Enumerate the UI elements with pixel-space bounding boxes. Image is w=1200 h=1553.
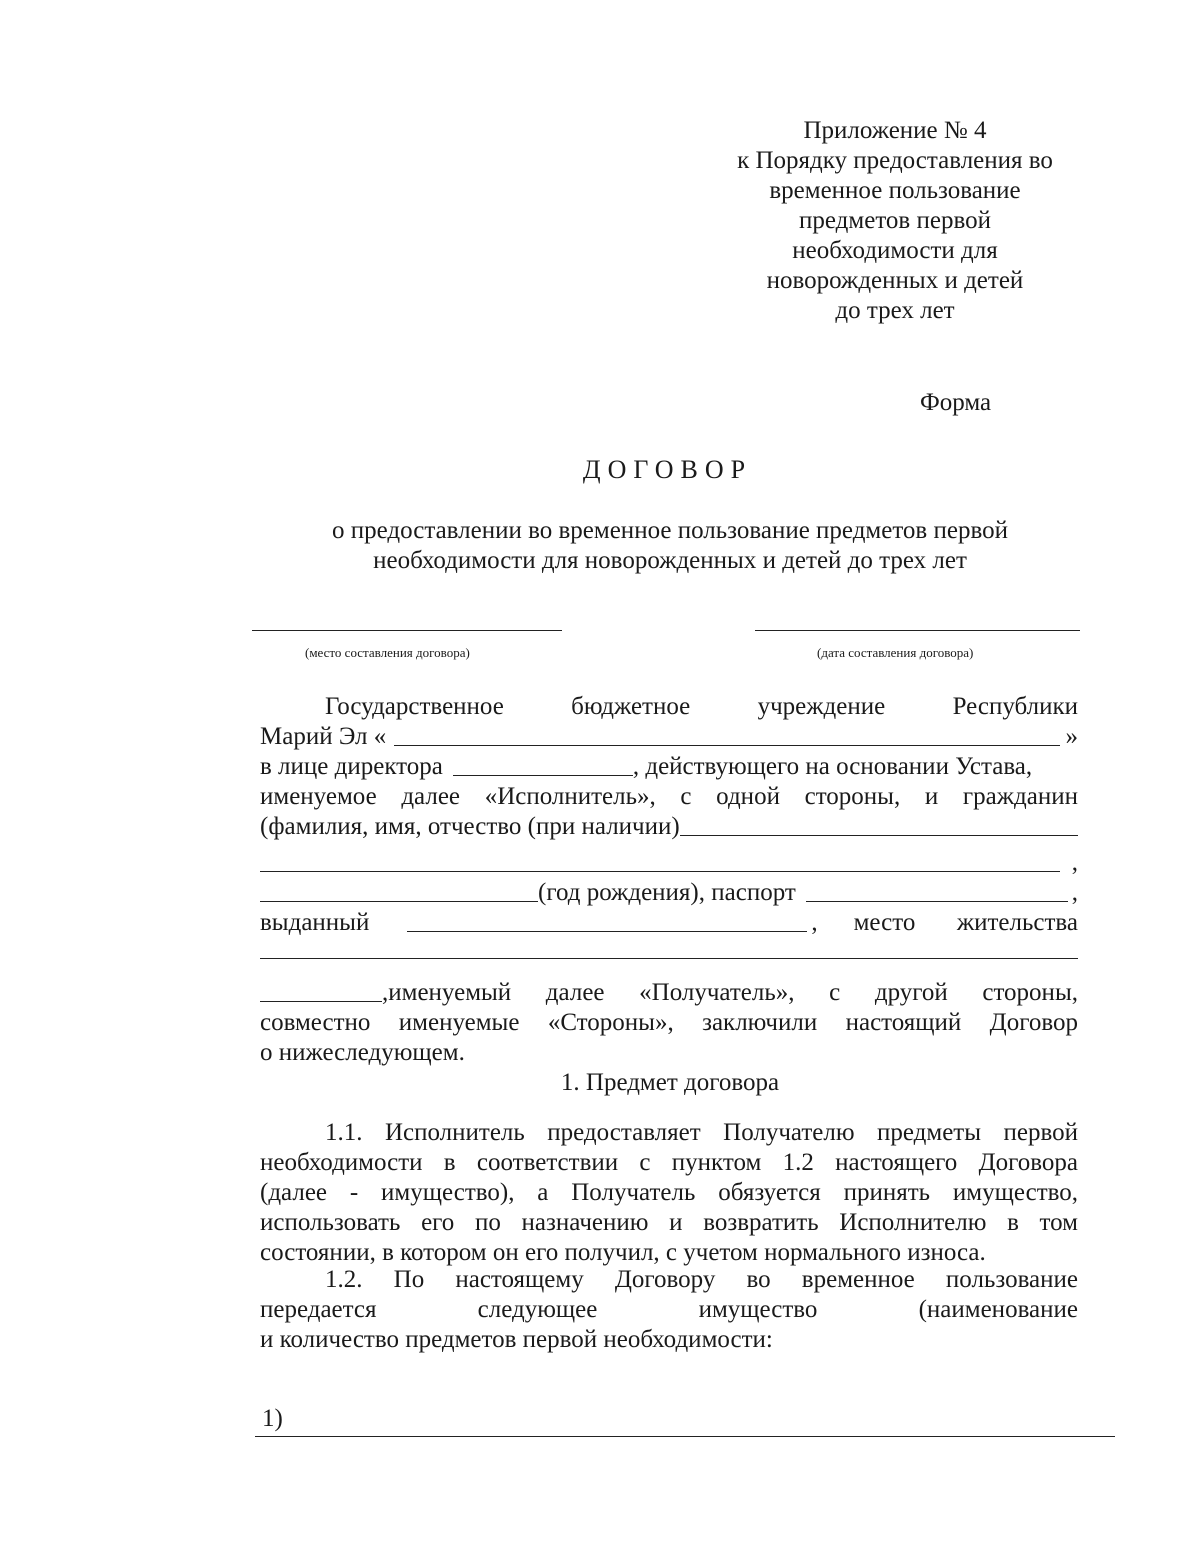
jointly-line: совместно именуемые «Стороны», заключили настоящий Договор <box>260 1009 1078 1036</box>
comma: , <box>1071 879 1078 906</box>
recipient-blank <box>260 1001 382 1002</box>
residence-label <box>818 908 1078 938</box>
subtitle-line-2: необходимости для новорожденных и детей до трех лет <box>373 547 967 574</box>
p11-line: использовать его по назначению и возвратить Исполнителю в том <box>260 1209 1078 1236</box>
director-blank <box>453 775 633 776</box>
subtitle-line-1: о предоставлении во временное пользование предметов первой <box>332 517 1008 544</box>
org-name-blank <box>394 745 1059 746</box>
appendix-line: Приложение № 4 <box>803 117 987 144</box>
birth-passport-line <box>260 878 1078 908</box>
place-blank <box>252 630 562 631</box>
item-1-label: 1) <box>262 1405 283 1432</box>
birth-blank <box>260 901 538 902</box>
org-word: Государственное <box>325 693 504 720</box>
subtitle <box>260 516 1080 576</box>
org-word: бюджетное <box>571 693 691 720</box>
appendix-line: до трех лет <box>835 297 955 324</box>
comma: , <box>811 909 818 936</box>
recipient-line <box>260 978 1078 1008</box>
p11-line: 1.1. Исполнитель предоставляет Получателю предметы первой <box>325 1119 1078 1146</box>
date-caption: (дата составления договора) <box>817 645 974 660</box>
director-suffix: , действующего на основании Устава, <box>632 753 1033 780</box>
comma: , <box>1071 849 1078 876</box>
p12-line: передается следующее имущество (наименование <box>260 1296 1078 1323</box>
p12-line: и количество предметов первой необходимости: <box>260 1326 773 1353</box>
appendix-block <box>700 116 1090 326</box>
party-paragraph <box>260 692 1078 1068</box>
fio-blank-2 <box>260 871 1060 872</box>
executor-line: именуемое далее «Исполнитель», с одной стороны, и гражданин <box>260 783 1078 810</box>
appendix-line: новорожденных и детей <box>766 267 1024 294</box>
appendix-line: необходимости для <box>792 237 998 264</box>
org-word: Республики <box>952 693 1078 720</box>
fio-continuation <box>260 848 1078 878</box>
place-caption: (место составления договора) <box>305 645 470 660</box>
fio-blank <box>680 835 1078 836</box>
org-name-line <box>260 722 1078 752</box>
marij-el-label: Марий Эл « <box>260 723 387 750</box>
section-1-heading: 1. Предмет договора <box>560 1069 780 1096</box>
p11-line: необходимости в соответствии с пунктом 1.2 настоящего Договора <box>260 1149 1078 1176</box>
date-blank <box>755 630 1080 631</box>
p12-line: 1.2. По настоящему Договору во временное пользование <box>325 1266 1078 1293</box>
p11-line: (далее - имущество), а Получатель обязуется принять имущество, <box>260 1179 1078 1206</box>
about-line: о нижеследующем. <box>260 1039 465 1066</box>
appendix-line: предметов первой <box>799 207 991 234</box>
residence-blank <box>260 958 1078 959</box>
org-line <box>260 692 1078 722</box>
director-label: в лице директора <box>260 753 443 780</box>
page-title: ДОГОВОР <box>582 455 753 484</box>
issued-label: выданный <box>260 909 370 936</box>
close-quote: » <box>1065 723 1078 750</box>
appendix-line: к Порядку предоставления во <box>737 147 1053 174</box>
issued-line <box>260 908 1078 938</box>
paragraph-1-2 <box>260 1265 1078 1355</box>
form-label: Форма <box>920 389 992 416</box>
item-1-blank <box>255 1436 1115 1437</box>
residence-word: место <box>853 909 916 936</box>
residence-word: жительства <box>956 909 1078 936</box>
recipient-text: ,именуемый далее «Получатель», с другой стороны, <box>382 979 1078 1006</box>
passport-blank <box>806 901 1068 902</box>
appendix-line: временное пользование <box>769 177 1021 204</box>
org-word: учреждение <box>757 693 886 720</box>
birth-year-label: (год рождения), паспорт <box>538 879 796 906</box>
residence-blank-row <box>260 938 1078 968</box>
p11-line: состоянии, в котором он его получил, с учетом нормального износа. <box>260 1239 986 1266</box>
fio-label: (фамилия, имя, отчество (при наличии) <box>260 813 680 840</box>
paragraph-1-1 <box>260 1118 1078 1268</box>
fio-line <box>260 812 1078 842</box>
issued-blank <box>407 931 807 932</box>
director-line <box>260 752 1078 782</box>
